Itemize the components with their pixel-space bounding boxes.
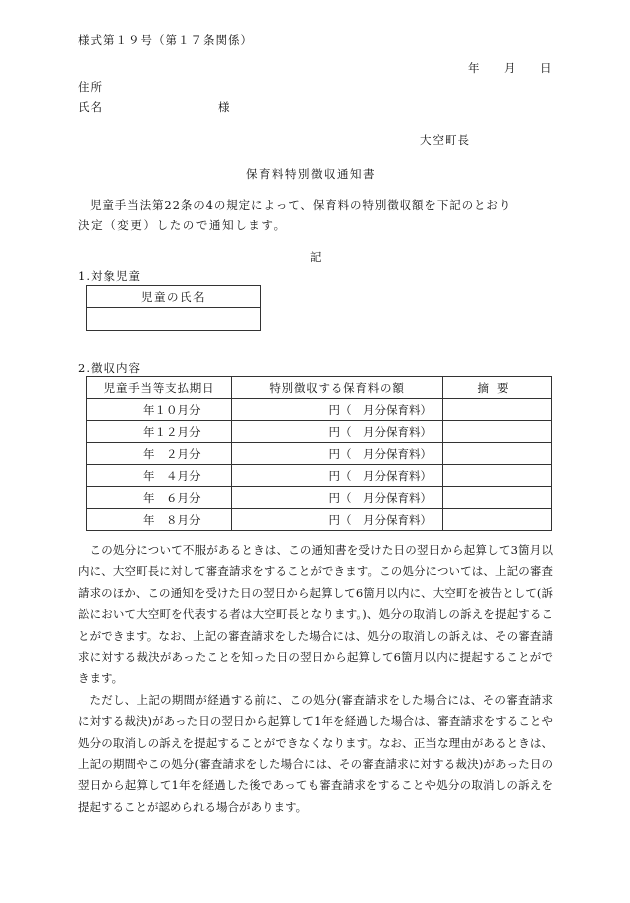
table-row xyxy=(87,399,552,421)
row-period: 年１２月分 xyxy=(87,421,232,443)
date-year: 年 xyxy=(468,61,480,75)
form-number: 様式第１９号（第１７条関係） xyxy=(78,33,253,47)
honorific: 様 xyxy=(218,100,230,114)
row-amount: 円（ 月分保育料） xyxy=(232,421,443,443)
row-amount: 円（ 月分保育料） xyxy=(232,509,443,531)
row-note xyxy=(443,465,552,487)
row-period: 年１０月分 xyxy=(87,399,232,421)
intro-line-2: 決定（変更）したので通知します。 xyxy=(78,218,287,232)
row-note xyxy=(443,399,552,421)
date-day: 日 xyxy=(540,61,552,75)
issuer: 大空町長 xyxy=(420,133,470,147)
name-label: 氏名 xyxy=(78,100,103,114)
child-name-value xyxy=(87,308,261,331)
notice-text xyxy=(78,540,553,818)
row-period: 年 ２月分 xyxy=(87,443,232,465)
date-month: 月 xyxy=(504,61,516,75)
row-period: 年 ６月分 xyxy=(87,487,232,509)
row-note xyxy=(443,443,552,465)
section1-heading: 1.対象児童 xyxy=(78,269,141,283)
table-row xyxy=(87,443,552,465)
ki-label: 記 xyxy=(310,250,322,264)
table-row xyxy=(87,421,552,443)
row-note xyxy=(443,509,552,531)
notice-paragraph-2: ただし、上記の期間が経過する前に、この処分(審査請求をした場合には、その審査請求に対する裁決)があった日の翌日から起算して1年を経過した場合は、審査請求をすることや処分の取消しの訴えを提起することができなくなります。なお、正当な理由があるときは、上記の期間やこの処分(審査請求をした場合には、その審査請求に対する裁決)があった日の翌日から起算して1年を経過した後であっても審査請求をすることや処分の取消しの訴えを提起することが認められる場合があります。 xyxy=(78,692,553,814)
table-row xyxy=(87,465,552,487)
header-note: 摘要 xyxy=(443,377,552,399)
table-row xyxy=(87,509,552,531)
row-amount: 円（ 月分保育料） xyxy=(232,487,443,509)
collection-table xyxy=(86,376,552,531)
row-amount: 円（ 月分保育料） xyxy=(232,465,443,487)
row-note xyxy=(443,487,552,509)
intro-line-1: 児童手当法第22条の4の規定によって、保育料の特別徴収額を下記のとおり xyxy=(90,198,512,212)
row-amount: 円（ 月分保育料） xyxy=(232,443,443,465)
row-period: 年 ４月分 xyxy=(87,465,232,487)
address-label: 住所 xyxy=(78,80,103,94)
row-amount: 円（ 月分保育料） xyxy=(232,399,443,421)
header-period: 児童手当等支払期日 xyxy=(87,377,232,399)
document-title: 保育料特別徴収通知書 xyxy=(246,167,376,181)
notice-paragraph-1: この処分について不服があるときは、この通知書を受けた日の翌日から起算して3箇月以内に、大空町長に対して審査請求をすることができます。この処分については、上記の審査請求のほか、この通知を受けた日の翌日から起算して6箇月以内に、大空町を被告として(訴訟において大空町を代表する者は大空町長となります。)、処分の取消しの訴えを提起することができます。なお、上記の審査請求をした場合には、処分の取消しの訴えは、その審査請求に対する裁決があったことを知った日の翌日から起算して6箇月以内に提起することができます。 xyxy=(78,543,553,686)
row-note xyxy=(443,421,552,443)
header-amount: 特別徴収する保育料の額 xyxy=(232,377,443,399)
child-name-header: 児童の氏名 xyxy=(87,286,261,308)
collection-table-header xyxy=(87,377,552,399)
table-row xyxy=(87,487,552,509)
row-period: 年 ８月分 xyxy=(87,509,232,531)
section2-heading: 2.徴収内容 xyxy=(78,361,141,375)
target-child-table xyxy=(86,285,261,331)
